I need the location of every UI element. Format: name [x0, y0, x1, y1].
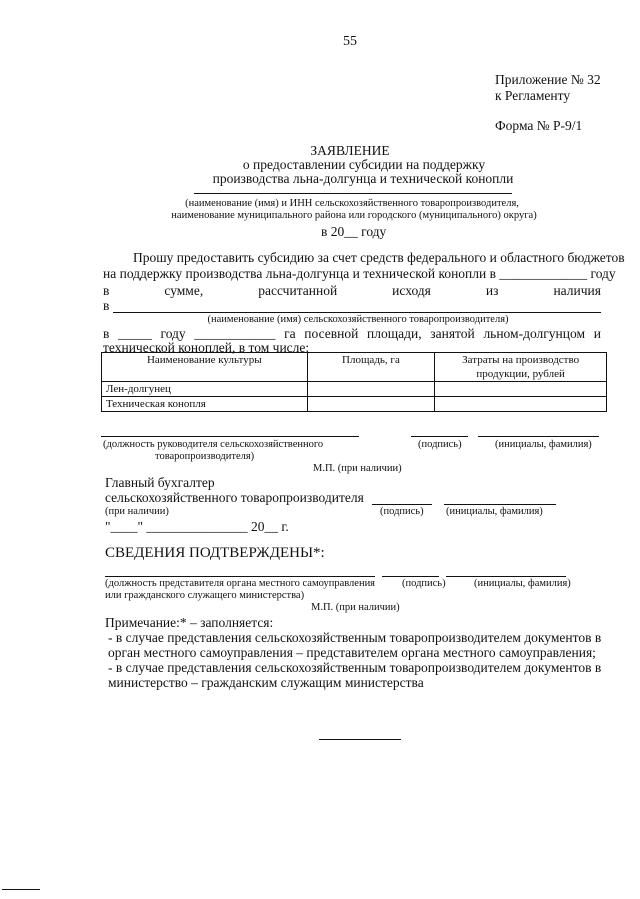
- rep-signature-caption: (подпись): [402, 578, 446, 589]
- header-area: Площадь, га: [307, 353, 435, 382]
- header-costs: Затраты на производство продукции, рублей: [435, 353, 607, 382]
- accountant-signature-line[interactable]: [372, 504, 432, 505]
- area-cell[interactable]: [307, 397, 435, 412]
- producer-line: [113, 312, 601, 313]
- area-cell[interactable]: [307, 382, 435, 397]
- applicant-line: [194, 193, 512, 194]
- costs-cell[interactable]: [435, 382, 607, 397]
- rep-position-caption-2: или гражданского служащего министерства): [105, 590, 305, 601]
- body-line1: Прошу предоставить субсидию за счет средств федерального и областного бюджетов: [133, 250, 625, 265]
- year-line: в 20__ году: [321, 224, 387, 239]
- date-line[interactable]: "____" _______________ 20__ г.: [105, 519, 289, 534]
- footer-mark: [2, 889, 40, 890]
- note-item2-line2: министерство – гражданским служащим министерства: [108, 675, 424, 690]
- applicant-caption-1: (наименование (имя) и ИНН сельскохозяйственного товаропроизводителя,: [185, 198, 519, 209]
- accountant-line1: Главный бухгалтер: [105, 475, 215, 490]
- confirmed-heading: СВЕДЕНИЯ ПОДТВЕРЖДЕНЫ*:: [105, 545, 325, 561]
- head-stamp: М.П. (при наличии): [313, 463, 402, 474]
- body-line2: на поддержку производства льна-долгунца и технической конопли в _____________ году: [103, 266, 616, 281]
- body-line3: в сумме, рассчитанной исходя из наличия: [103, 283, 601, 298]
- closing-rule: [319, 739, 401, 740]
- applicant-caption-2: наименование муниципального района или городского (муниципального) округа): [171, 210, 537, 221]
- note-heading: Примечание:* – заполняется:: [105, 615, 274, 630]
- note-item2-line1: - в случае представления сельскохозяйственным товаропроизводителем документов в: [108, 660, 602, 675]
- accountant-initials-line[interactable]: [444, 504, 556, 505]
- accountant-signature-caption: (подпись): [380, 506, 424, 517]
- head-signature-line[interactable]: [411, 436, 468, 437]
- rep-signature-line[interactable]: [382, 576, 439, 577]
- rep-position-caption-1: (должность представителя органа местного самоуправления: [105, 578, 376, 589]
- table-row: [102, 397, 607, 412]
- head-signature-caption: (подпись): [418, 439, 462, 450]
- head-position-caption-1: (должность руководителя сельскохозяйственного: [103, 439, 324, 450]
- rep-stamp: М.П. (при наличии): [311, 602, 400, 613]
- costs-cell[interactable]: [435, 397, 607, 412]
- crop-name-cell: Техническая конопля: [102, 397, 308, 412]
- annex-line2: к Регламенту: [495, 88, 571, 103]
- head-initials-caption: (инициалы, фамилия): [495, 439, 592, 450]
- accountant-initials-caption: (инициалы, фамилия): [446, 506, 543, 517]
- table-header-row: [102, 353, 607, 382]
- body-line4-prefix: в: [103, 298, 110, 313]
- title-sub1: о предоставлении субсидии на поддержку: [242, 157, 486, 172]
- accountant-presence-caption: (при наличии): [105, 506, 169, 517]
- producer-caption: (наименование (имя) сельскохозяйственного товаропроизводителя): [207, 314, 509, 325]
- crops-table: [101, 352, 607, 412]
- note-item1-line1: - в случае представления сельскохозяйственным товаропроизводителем документов в: [108, 630, 602, 645]
- table-row: [102, 382, 607, 397]
- head-position-line[interactable]: [101, 436, 359, 437]
- head-position-caption-2: товаропроизводителя): [155, 451, 255, 462]
- rep-initials-line[interactable]: [446, 576, 566, 577]
- form-number: Форма № Р-9/1: [495, 118, 583, 133]
- accountant-line2: сельскохозяйственного товаропроизводителя: [105, 490, 364, 505]
- body-line6: технической коноплей, в том числе:: [103, 340, 310, 355]
- note-item1-line2: орган местного самоуправления – представителем органа местного самоуправления;: [108, 645, 596, 660]
- body-line5: в _____ году ____________ га посевной площади, занятой льном-долгунцом и: [103, 326, 601, 341]
- crop-name-cell: Лен-долгунец: [102, 382, 308, 397]
- annex-line1: Приложение № 32: [495, 72, 601, 87]
- rep-initials-caption: (инициалы, фамилия): [474, 578, 571, 589]
- rep-position-line[interactable]: [105, 576, 375, 577]
- page-number: 55: [343, 34, 357, 49]
- title-main: ЗАЯВЛЕНИЕ: [310, 143, 390, 158]
- header-crop-name: Наименование культуры: [102, 353, 308, 382]
- title-sub2: производства льна-долгунца и технической конопли: [212, 171, 514, 186]
- head-initials-line[interactable]: [478, 436, 599, 437]
